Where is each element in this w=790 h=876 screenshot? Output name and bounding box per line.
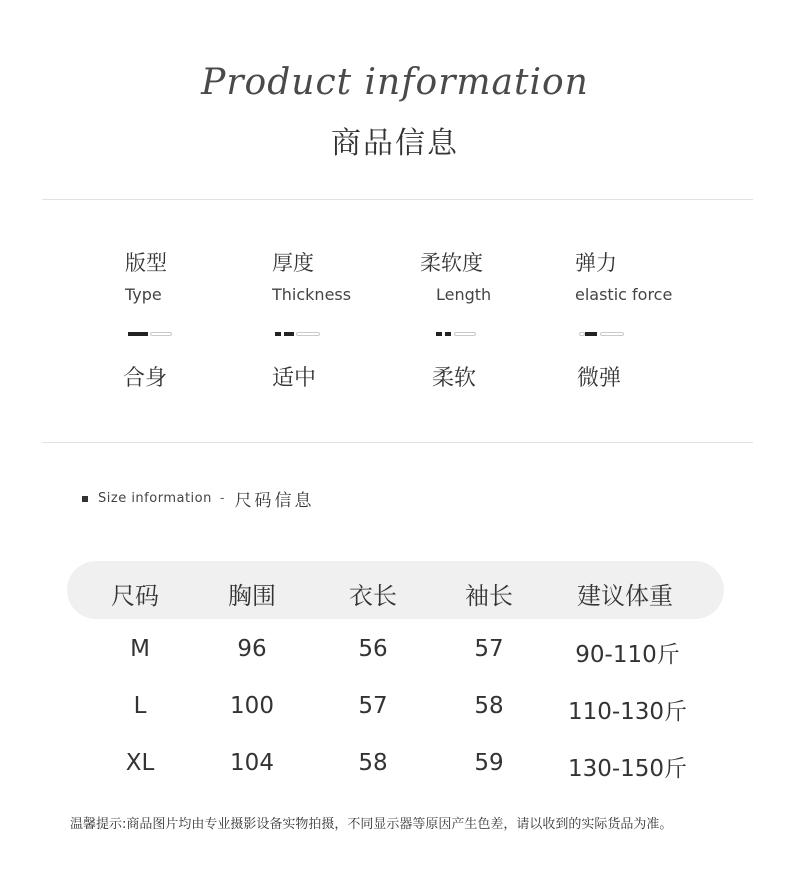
attribute-label-zh: 柔软度 bbox=[420, 251, 483, 275]
product-information-cn-title: 商品信息 bbox=[331, 126, 459, 161]
attribute-label-en: Type bbox=[125, 285, 162, 304]
attribute-label-en: Length bbox=[436, 285, 492, 304]
divider-middle bbox=[42, 442, 753, 443]
table-cell: 90-110斤 bbox=[575, 642, 680, 668]
table-cell: 56 bbox=[358, 636, 388, 662]
attribute-thickness bbox=[272, 247, 412, 392]
table-cell: 59 bbox=[474, 750, 504, 776]
table-cell: 100 bbox=[230, 693, 274, 719]
table-cell: XL bbox=[125, 750, 155, 776]
attribute-label-en: Thickness bbox=[272, 285, 352, 304]
attribute-softness bbox=[420, 247, 560, 392]
table-header-length: 衣长 bbox=[349, 582, 397, 610]
table-header-weight: 建议体重 bbox=[577, 582, 673, 610]
level-indicator bbox=[579, 331, 625, 339]
table-cell: 96 bbox=[237, 636, 267, 662]
size-information-zh: 尺码信息 bbox=[234, 491, 315, 511]
table-cell: 58 bbox=[358, 750, 388, 776]
table-cell: 57 bbox=[358, 693, 388, 719]
attribute-value: 微弹 bbox=[577, 366, 622, 391]
attribute-value: 柔软 bbox=[432, 366, 477, 391]
table-cell: 130-150斤 bbox=[567, 756, 688, 782]
table-cell: L bbox=[133, 693, 147, 719]
level-indicator bbox=[436, 331, 482, 339]
product-information-title: Product information bbox=[201, 62, 589, 103]
level-indicator bbox=[275, 331, 321, 339]
table-header-chest: 胸围 bbox=[228, 582, 276, 610]
table-cell: 57 bbox=[474, 636, 504, 662]
table-header-size: 尺码 bbox=[111, 582, 159, 610]
bullet-icon bbox=[82, 496, 88, 502]
size-information-en: Size information bbox=[98, 491, 212, 506]
attribute-elastic bbox=[575, 247, 715, 392]
attribute-label-en: elastic force bbox=[575, 285, 673, 304]
level-indicator bbox=[128, 331, 174, 339]
attribute-label-zh: 弹力 bbox=[575, 251, 617, 275]
attribute-type bbox=[125, 247, 265, 392]
table-cell: M bbox=[130, 636, 150, 662]
size-information-heading bbox=[82, 486, 315, 511]
attribute-label-zh: 厚度 bbox=[272, 251, 314, 275]
table-cell: 110-130斤 bbox=[567, 699, 688, 725]
table-header-sleeve: 袖长 bbox=[465, 582, 513, 610]
attribute-value: 合身 bbox=[123, 366, 168, 391]
attribute-value: 适中 bbox=[272, 366, 317, 391]
table-cell: 104 bbox=[230, 750, 274, 776]
divider-top bbox=[42, 199, 753, 200]
size-information-separator: - bbox=[219, 491, 225, 506]
disclaimer-note: 温馨提示:商品图片均由专业摄影设备实物拍摄，不同显示器等原因产生色差，请以收到的实际货品为准。 bbox=[70, 817, 673, 832]
table-cell: 58 bbox=[474, 693, 504, 719]
attribute-label-zh: 版型 bbox=[125, 251, 167, 275]
